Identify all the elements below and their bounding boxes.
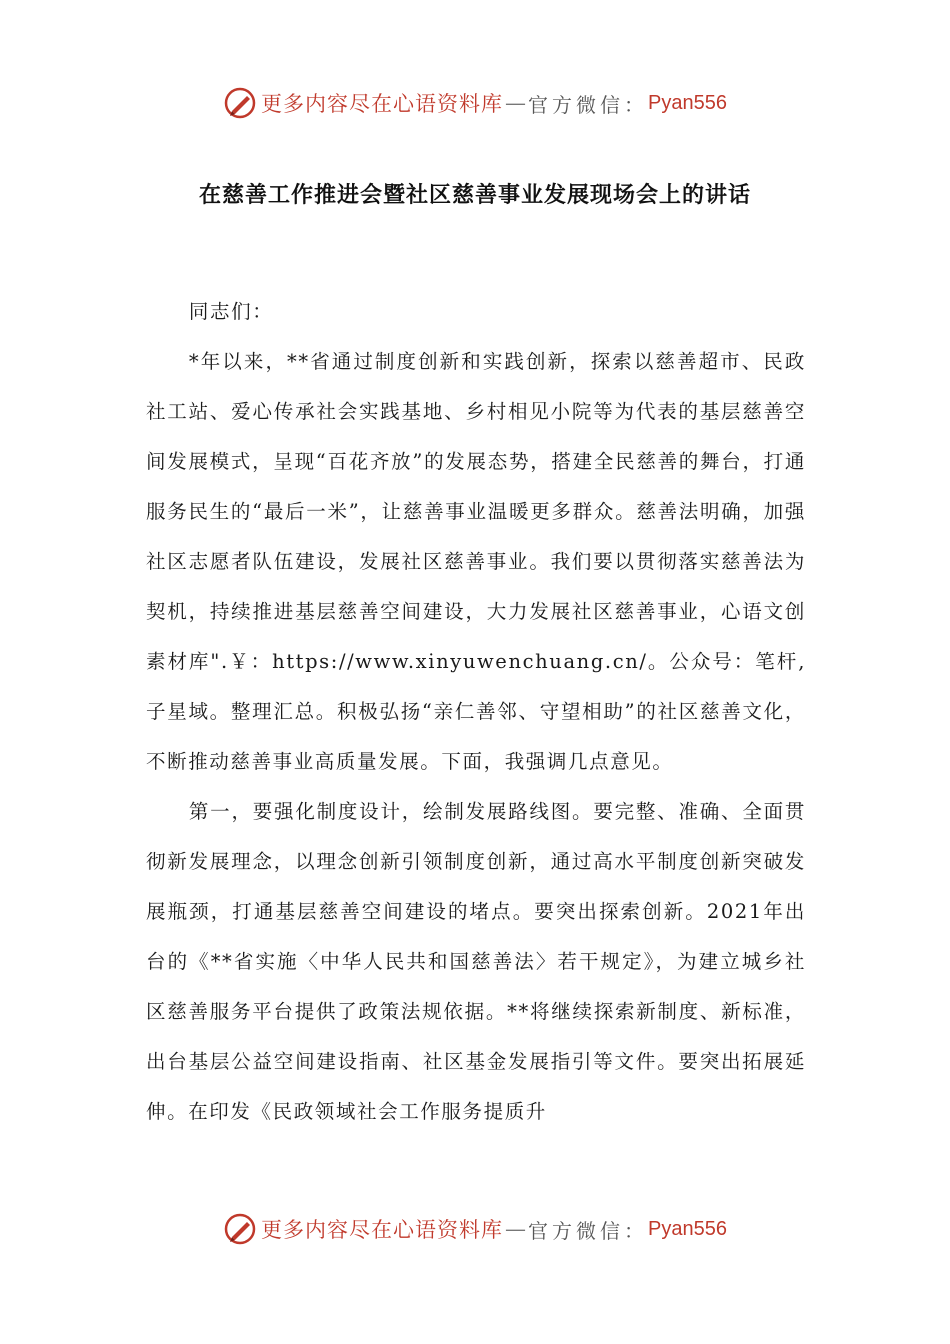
pen-logo-icon <box>223 86 257 120</box>
brand-text: 更多内容尽在心语资料库 <box>261 92 504 116</box>
paragraph: *年以来，**省通过制度创新和实践创新，探索以慈善超市、民政社工站、爱心传承社会实践基地、乡村相见小院等为代表的基层慈善空间发展模式，呈现“百花齐放”的发展态势，搭建全民慈善的舞台，打通服务民生的“最后一米”，让慈善事业温暖更多群众。慈善法明确，加强社区志愿者队伍建设，发展社区慈善事业。我们要以贯彻落实慈善法为契机，持续推进基层慈善空间建设，大力发展社区慈善事业，心语文创素材库".￥：https://www.xinyuwenchuang.cn/。公众号：笔杆,子星域。整理汇总。积极弘扬“亲仁善邻、守望相助”的社区慈善文化，不断推动慈善事业高质量发展。下面，我强调几点意见。 <box>146 350 806 773</box>
banner-separator: — <box>505 91 527 115</box>
banner-separator: — <box>505 1217 527 1241</box>
wechat-id: Pyan556 <box>648 1217 727 1240</box>
wechat-label: 官方微信： <box>528 1218 649 1243</box>
document-body <box>146 287 806 1137</box>
footer-banner <box>0 1209 950 1249</box>
document-title: 在慈善工作推进会暨社区慈善事业发展现场会上的讲话 <box>198 182 751 208</box>
header-banner <box>0 83 950 123</box>
wechat-label: 官方微信： <box>528 92 649 117</box>
brand-text: 更多内容尽在心语资料库 <box>261 1218 504 1242</box>
salutation: 同志们： <box>188 300 274 323</box>
wechat-id: Pyan556 <box>648 91 727 114</box>
paragraph: 第一，要强化制度设计，绘制发展路线图。要完整、准确、全面贯彻新发展理念，以理念创新引领制度创新，通过高水平制度创新突破发展瓶颈，打通基层慈善空间建设的堵点。要突出探索创新。2021年出台的《**省实施〈中华人民共和国慈善法〉若干规定》，为建立城乡社区慈善服务平台提供了政策法规依据。**将继续探索新制度、新标准，出台基层公益空间建设指南、社区基金发展指引等文件。要突出拓展延伸。在印发《民政领域社会工作服务提质升 <box>146 800 806 1123</box>
pen-logo-icon <box>223 1212 257 1246</box>
